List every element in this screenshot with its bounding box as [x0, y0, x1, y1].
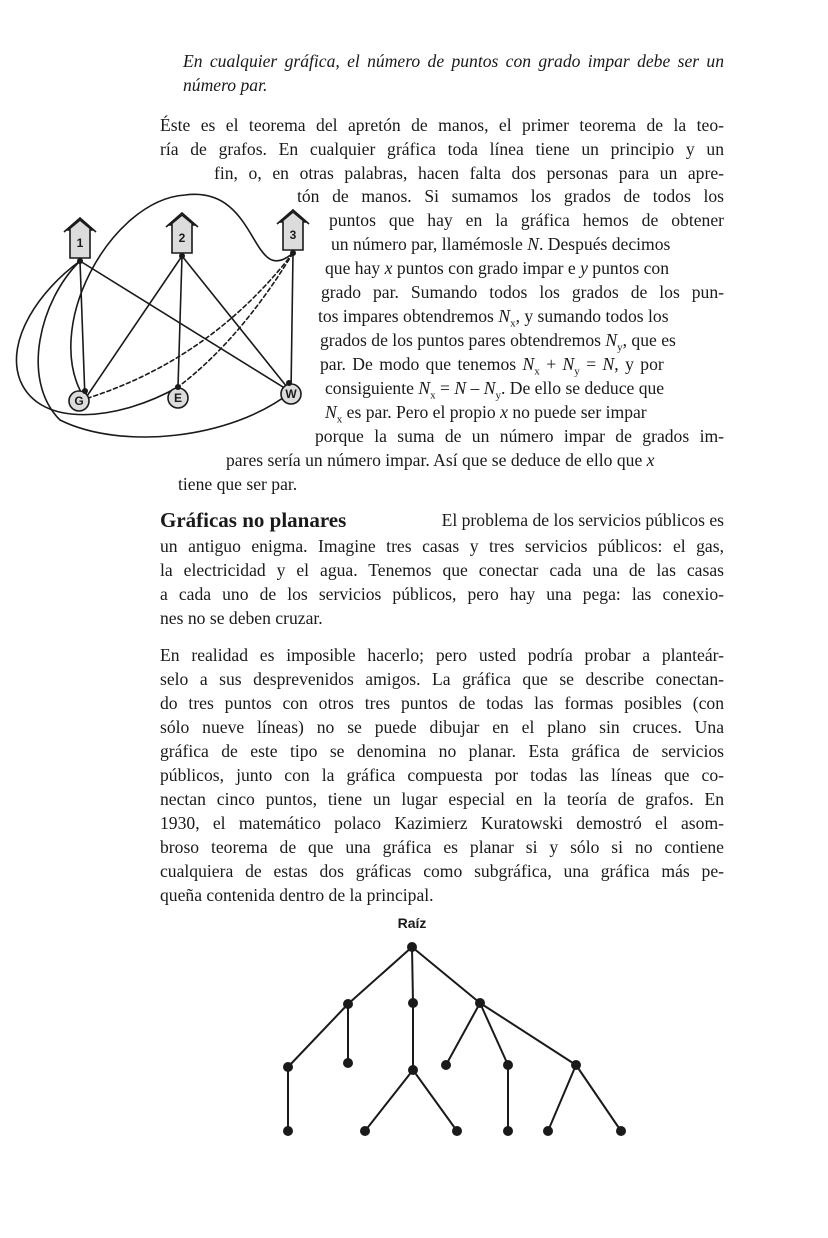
handshake-line-1: Éste es el teorema del apretón de manos, el primer teorema de la teo- — [160, 115, 724, 135]
para3-line-7: nectan cinco puntos, tiene un lugar especial en la teoría de grafos. En — [160, 789, 724, 809]
tree-leaf — [360, 1126, 370, 1136]
utility-graph-diagram — [0, 180, 330, 470]
house-label-1: 1 — [76, 236, 84, 250]
section-line-2: un antiguo enigma. Imagine tres casas y tres servicios públicos: el gas, — [160, 536, 724, 556]
para3-line-4: sólo nueve líneas) no se puede dibujar en el plano sin cruces. Una — [160, 717, 724, 737]
node-house-1 — [77, 258, 83, 264]
para3-line-11: queña contenida dentro de la principal. — [160, 885, 434, 905]
tree-edge — [365, 1070, 413, 1131]
handshake-line-15: pares sería un número impar. Así que se deduce de ello que x — [226, 450, 655, 470]
handshake-line-2: ría de grafos. En cualquier gráfica toda línea tiene un principio y un — [160, 139, 724, 159]
node-house-3 — [290, 250, 296, 256]
tree-leaf — [616, 1126, 626, 1136]
theorem-line-1: En cualquier gráfica, el número de puntos con grado impar debe ser un — [183, 51, 724, 71]
handshake-line-12: consiguiente $N_x = N - N_y$. De ello se deduce que — [325, 378, 665, 402]
handshake-line-8: grado par. Sumando todos los grados de los pun- — [321, 282, 724, 302]
utility-label-G: G — [74, 394, 84, 408]
section-first-line: Gráficas no planares El problema de los servicios públicos es — [160, 508, 724, 532]
tree-node — [343, 999, 353, 1009]
theorem-line-2: número par. — [183, 75, 268, 95]
tree-node — [283, 1062, 293, 1072]
tree-node — [475, 998, 485, 1008]
para3-line-6: públicos, junto con la gráfica compuesta por todas las líneas que co- — [160, 765, 724, 785]
var-y: y — [580, 258, 588, 278]
tree-node — [408, 998, 418, 1008]
tree-edge — [576, 1065, 621, 1131]
para3-line-10: cualquiera de estas dos gráficas como subgráfica, una gráfica más pe- — [160, 861, 724, 881]
var-N: N — [527, 234, 539, 254]
var-x: x — [384, 258, 393, 278]
section-line-4: a cada uno de los servicios públicos, pero hay una pega: las conexio- — [160, 584, 724, 604]
node-E — [175, 384, 181, 390]
para3-line-9: broso teorema de que una gráfica es planar si y sólo si no contiene — [160, 837, 724, 857]
tree-node-root — [407, 942, 417, 952]
handshake-line-10: grados de los puntos pares obtendremos $N_y$, que es — [320, 330, 676, 354]
tree-diagram — [270, 935, 640, 1145]
edge-1-G — [80, 261, 85, 399]
edge-1-W — [80, 261, 291, 392]
para3-line-1: En realidad es imposible hacerlo; pero usted podría probar a planteár- — [160, 645, 724, 665]
handshake-line-5: puntos que hay en la gráfica hemos de obtener — [329, 210, 724, 230]
node-house-2 — [179, 253, 185, 259]
para3-line-8: 1930, el matemático polaco Kazimierz Kuratowski demostró el asom- — [160, 813, 724, 833]
tree-leaf — [452, 1126, 462, 1136]
tree-edge — [413, 1070, 457, 1131]
tree-edge — [446, 1003, 480, 1065]
handshake-line-4: tón de manos. Si sumamos los grados de todos los — [297, 186, 724, 206]
tree-edge — [412, 947, 413, 1003]
utility-label-E: E — [173, 391, 183, 405]
tree-edge — [288, 1004, 348, 1067]
section-heading: Gráficas no planares — [160, 508, 347, 532]
tree-root-label: Raíz — [397, 915, 427, 931]
para3-line-3: do tres puntos con otros tres puntos de todas las formas posibles (con — [160, 693, 724, 713]
tree-leaf — [543, 1126, 553, 1136]
tree-leaf — [283, 1126, 293, 1136]
para3-line-5: gráfica de este tipo se denomina no planar. Esta gráfica de servicios — [160, 741, 724, 761]
tree-node — [503, 1060, 513, 1070]
house-label-3: 3 — [289, 228, 297, 242]
tree-edge — [548, 1065, 576, 1131]
edge-3-W — [291, 253, 293, 392]
tree-node — [571, 1060, 581, 1070]
node-W — [286, 380, 292, 386]
edge-2-G — [85, 256, 182, 399]
edge-3-G-dashed — [85, 253, 293, 399]
handshake-line-3: fin, o, en otras palabras, hacen falta dos personas para un apre- — [214, 163, 724, 183]
tree-node — [343, 1058, 353, 1068]
handshake-line-7: que hay x puntos con grado impar e y puntos con — [325, 258, 670, 278]
handshake-line-14: porque la suma de un número impar de grados im- — [315, 426, 724, 446]
handshake-line-9: tos impares obtendremos $N_x$, y sumando todos los — [318, 306, 669, 330]
utility-label-W: W — [285, 387, 297, 401]
handshake-line-16: tiene que ser par. — [178, 474, 298, 494]
section-line-3: la electricidad y el agua. Tenemos que conectar cada una de las casas — [160, 560, 724, 580]
tree-leaf — [503, 1126, 513, 1136]
tree-edge — [412, 947, 480, 1003]
house-label-2: 2 — [178, 231, 186, 245]
handshake-line-6: un número par, llamémosle N. Después decimos — [331, 234, 671, 254]
handshake-line-11: par. De modo que tenemos $N_x + N_y = N$, y por — [320, 354, 664, 378]
handshake-line-13: $N_x$ es par. Pero el propio x no puede ser impar — [325, 402, 647, 426]
tree-node — [441, 1060, 451, 1070]
section-line-5: nes no se deben cruzar. — [160, 608, 323, 628]
tree-node — [408, 1065, 418, 1075]
para3-line-2: selo a sus desprevenidos amigos. La gráfica que se describe conectan- — [160, 669, 724, 689]
tree-edge — [348, 947, 412, 1004]
